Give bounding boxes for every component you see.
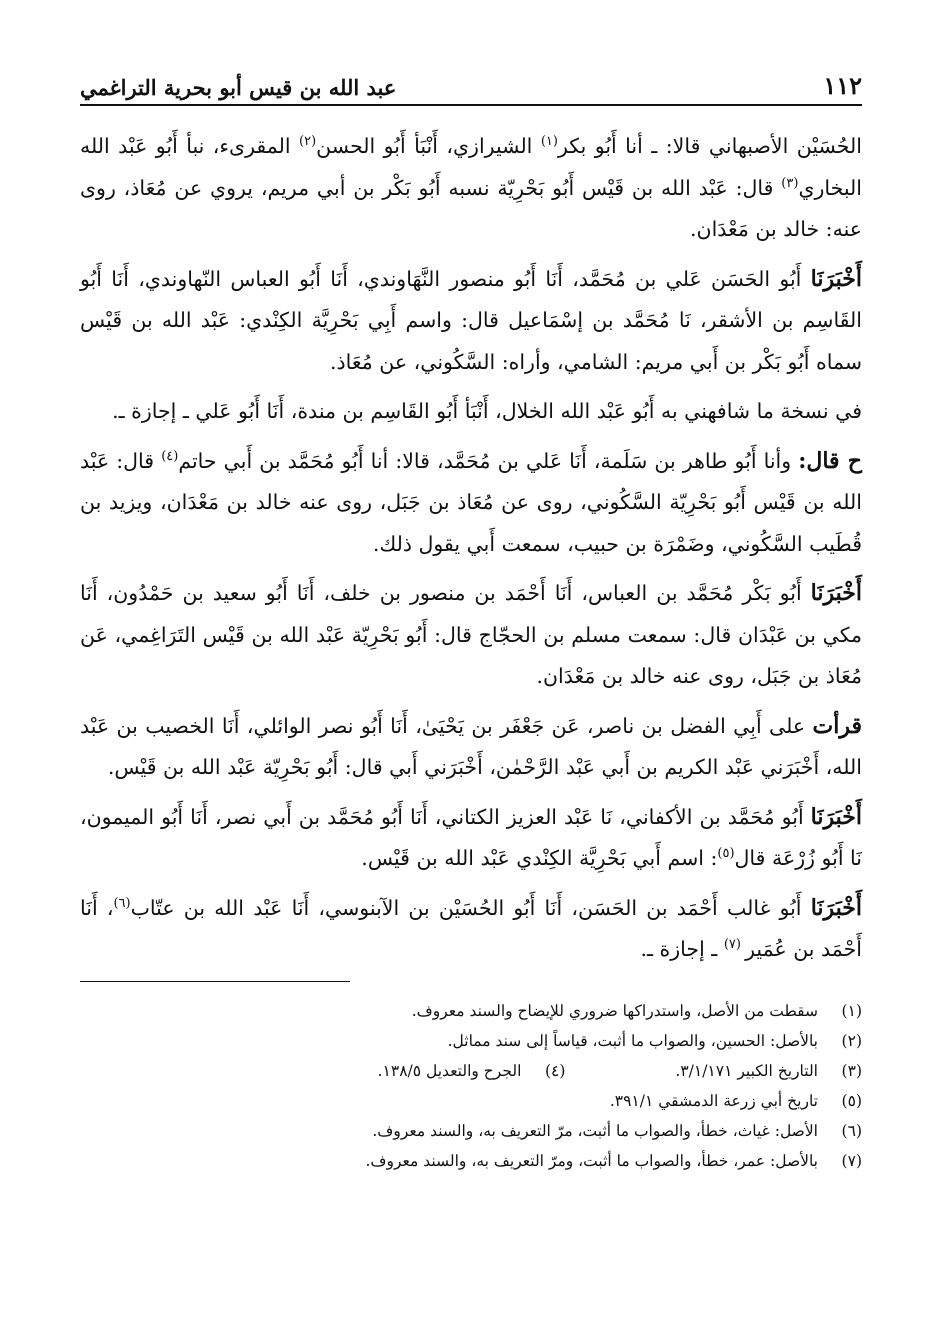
- text-run: : اسم أَبي بَحْرِيَّة الكِنْدي عَبْد الله بن قَيْس.: [361, 846, 718, 870]
- text-run: الحُسَيْن الأصبهاني قالا: ـ أنا أَبُو بكر: [557, 134, 862, 158]
- paragraph-lead: قرأت: [812, 712, 862, 739]
- text-run: على أَبِي الفضل بن ناصر، عَن جَعْفَر بن يَحْيَىٰ، أَنَا أَبُو نصر الوائلي، أَنَا الخصيب بن عَبْد الله، أَخْبَرَني عَبْد الكريم بن أَبي عَبْد الرَّحْمٰن، أَخْبَرَني أَبي قال: أَبُو بَحْرِيّة عَبْد الله بن قَيْس.: [80, 713, 862, 779]
- footnote-row-3-4: [80, 1056, 862, 1086]
- footnote-ref: (٧): [723, 937, 746, 953]
- footnote-ref: (٥): [717, 846, 735, 862]
- paragraph-lead: أَخْبَرَنَا: [810, 580, 862, 606]
- paragraph-3: [80, 391, 862, 433]
- footnote-number: (٢): [841, 1031, 862, 1050]
- text-run: أَبُو بَكْر مُحَمَّد بن العباس، أَنَا أَحْمَد بن منصور بن خلف، أَنَا أَبُو سعيد بن حَمْدُون، أَنَا مكي بن عَبْدَان قال: سمعت مسلم بن الحجّاج قال: أَبُو بَحْرِيّة عَبْد الله بن قَيْس التَرَاغِمي، عَن مُعَاذ بن جَبَل، روى عنه خالد بن مَعْدَان.: [80, 581, 862, 688]
- footnote-ref: (١): [540, 134, 558, 150]
- footnote-5: [80, 1086, 862, 1116]
- paragraph-7: [80, 797, 862, 880]
- footnote-number: (٣): [841, 1061, 862, 1080]
- text-run: المقرىء، نبأ أَبُو عَبْد الله البخاري: [80, 134, 862, 200]
- paragraph-lead: أَخْبَرَنَا: [810, 803, 862, 830]
- running-title: عبد الله بن قيس أبو بحرية التراغمي: [80, 75, 397, 100]
- text-run: الشيرازي، أَنْبَأ أَبُو الحسن: [316, 134, 541, 158]
- footnote-number: (٥): [841, 1091, 862, 1110]
- footnote-text: الجرح والتعديل ١٣٨/٥.: [377, 1061, 522, 1080]
- footnote-ref: (٤): [161, 448, 179, 464]
- body-text: [80, 126, 862, 971]
- paragraph-6: [80, 706, 862, 789]
- text-run: ـ إجازة ـ.: [640, 937, 724, 961]
- paragraph-lead: ح قال:: [798, 447, 862, 474]
- footnote-text: بالأصل: عمر، خطأ، والصواب ما أثبت، ومرّ التعريف به، والسند معروف.: [365, 1151, 818, 1170]
- footnote-number: (٦): [841, 1121, 862, 1140]
- page-number: ١١٢: [823, 71, 862, 100]
- footnote-ref: (٣): [781, 175, 799, 191]
- footnote-text: بالأصل: الحسين، والصواب ما أثبت، قياساً إلى سند مماثل.: [447, 1031, 818, 1050]
- footnote-text: سقطت من الأصل، واستدراكها ضروري للإيضاح والسند معروف.: [411, 1001, 818, 1020]
- footnote-number: (٤): [544, 1061, 566, 1080]
- text-run: ، أَنَا أَحْمَد بن عُمَير: [80, 895, 862, 961]
- footnote-ref: (٢): [299, 134, 317, 150]
- text-run: أَبُو الحَسَن عَلي بن مُحَمَّد، أَنَا أَبُو منصور النَّهَاوندي، أَنَا أَبُو العباس النّهاوندي، أَنَا أَبُو القَاسِم بن الأشقر، نَا مُحَمَّد بن إسْمَاعيل قال: واسم أَبِي بَحْرِيَّة الكِنْدي: عَبْد الله بن قَيْس سماه أَبُو بَكْر بن أَبي مريم: الشامي، وأراه: السَّكُوني، عن مُعَاذ.: [80, 266, 862, 374]
- footnote-number: (٧): [841, 1151, 862, 1170]
- paragraph-1: [80, 126, 862, 251]
- footnote-2: [80, 1026, 862, 1056]
- footnote-ref: (٦): [113, 895, 131, 911]
- paragraph-5: [80, 573, 862, 698]
- footnotes: [80, 996, 862, 1176]
- footnote-7: [80, 1146, 862, 1176]
- footnote-1: [80, 996, 862, 1026]
- text-run: أَبُو مُحَمَّد بن الأكفاني، نَا عَبْد العزيز الكتاني، أَنَا أَبُو مُحَمَّد بن أَبي نصر، أَنَا أَبُو الميمون، نَا أَبُو زُرْعَة قال: [80, 804, 862, 870]
- paragraph-2: [80, 259, 862, 384]
- footnote-4: [378, 1056, 566, 1086]
- text-run: أَبُو غالب أَحْمَد بن الحَسَن، أَنَا أَبُو الحُسَيْن بن الآبنوسي، أَنَا عَبْد الله بن عتّاب: [130, 895, 811, 920]
- footnote-text: التاريخ الكبير ٣/١/١٧١.: [675, 1061, 818, 1080]
- footnote-text: الأصل: غياث، خطأ، والصواب ما أثبت، مرّ التعريف به، والسند معروف.: [372, 1121, 818, 1140]
- footnote-number: (١): [841, 1001, 862, 1020]
- text-run: وأنا أَبُو طاهر بن سَلَمة، أَنَا عَلي بن مُحَمَّد، قالا: أنا أَبُو مُحَمَّد بن أَبي حاتم: [178, 448, 799, 473]
- text-run: قال: عَبْد الله بن قَيْس أَبُو بَحْرِيّة السَّكُوني، روى عن مُعَاذ بن جَبَل، روى عنه خالد بن مَعْدَان، ويزيد بن قُطَيب السَّكُوني، وضَمْرَة بن حبيب، سمعت أَبي يقول ذلك.: [80, 448, 862, 556]
- footnote-3: [675, 1056, 862, 1086]
- footnote-text: تاريخ أبي زرعة الدمشقي ٣٩١/١.: [609, 1091, 818, 1110]
- paragraph-8: [80, 888, 862, 971]
- text-run: في نسخة ما شافهني به أَبُو عَبْد الله الخلال، أَنْبَأ أَبُو القَاسِم بن مندة، أَنَا أَبُو عَلي ـ إجازة ـ.: [112, 399, 862, 423]
- paragraph-lead: أَخْبَرَنَا: [810, 894, 863, 921]
- text-run: قال: عَبْد الله بن قَيْس أَبُو بَحْرِيّة نسبه أَبُو بَكْر بن أبي مريم، يروي عن مُعَاذ، روى عنه: خالد بن مَعْدَان.: [80, 175, 862, 241]
- footnote-divider: [80, 981, 350, 982]
- paragraph-4: [80, 441, 862, 566]
- footnote-6: [80, 1116, 862, 1146]
- paragraph-lead: أَخْبَرَنَا: [810, 265, 862, 292]
- running-head: [80, 56, 862, 106]
